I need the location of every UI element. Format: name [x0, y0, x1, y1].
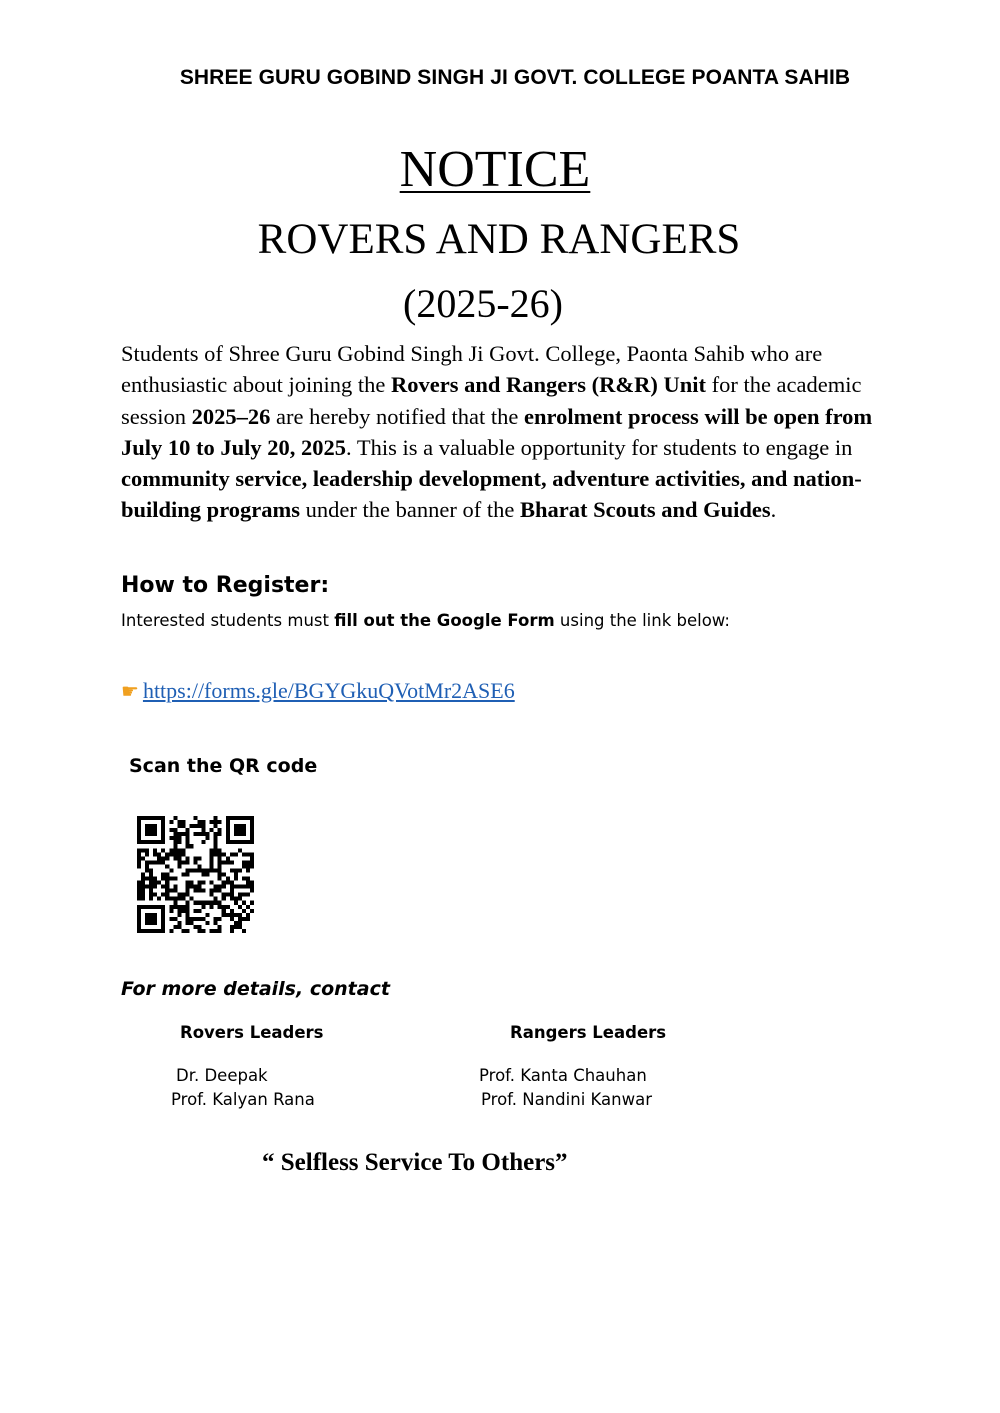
- rangers-leaders-heading: Rangers Leaders: [510, 1023, 667, 1042]
- text: using the link below:: [554, 611, 730, 630]
- rangers-leader: Prof. Kanta Chauhan: [479, 1066, 647, 1085]
- text: Students of Shree Guru Gobind Singh Ji Govt. College, Paonta Sahib who are enthusiastic about joining the: [121, 341, 823, 398]
- google-form-link[interactable]: https://forms.gle/BGYGkuQVotMr2ASE6: [142, 678, 515, 703]
- bold-text: 2025–26: [191, 403, 271, 429]
- register-instructions: [121, 611, 730, 630]
- contact-heading: For more details, contact: [121, 978, 390, 1000]
- text: for the academic session: [121, 372, 862, 429]
- notice-heading: NOTICE: [399, 141, 591, 198]
- pointing-hand-icon: ☛: [121, 681, 139, 703]
- bold-text: enrolment process will be open from July 10 to July 20, 2025: [121, 403, 873, 460]
- text: Interested students must: [121, 611, 335, 630]
- bold-text: Bharat Scouts and Guides: [519, 497, 771, 523]
- form-link-row: [121, 678, 515, 704]
- bold-text: community service, leadership development, adventure activities, and nation-building programs: [121, 466, 862, 523]
- bold-text: fill out the Google Form: [334, 611, 555, 630]
- text: .: [770, 497, 777, 523]
- motto: “ Selfless Service To Others”: [262, 1149, 568, 1176]
- rangers-leader: Prof. Nandini Kanwar: [481, 1090, 653, 1109]
- rovers-leader: Dr. Deepak: [176, 1066, 268, 1085]
- bold-text: Rovers and Rangers (R&R) Unit: [390, 372, 706, 398]
- how-to-register-heading: How to Register:: [121, 573, 330, 598]
- session-year: (2025-26): [403, 281, 563, 326]
- text: . This is a valuable opportunity for students to engage in: [346, 434, 853, 460]
- qr-code-image[interactable]: [137, 816, 254, 933]
- notice-paragraph: [121, 338, 891, 526]
- rovers-leaders-heading: Rovers Leaders: [180, 1023, 324, 1042]
- text: under the banner of the: [300, 497, 520, 523]
- rovers-leader: Prof. Kalyan Rana: [171, 1090, 315, 1109]
- college-name: SHREE GURU GOBIND SINGH JI GOVT. COLLEGE POANTA SAHIB: [179, 66, 851, 89]
- notice-title: ROVERS AND RANGERS: [257, 216, 741, 263]
- text: are hereby notified that the: [270, 403, 525, 429]
- scan-qr-label: Scan the QR code: [129, 755, 318, 777]
